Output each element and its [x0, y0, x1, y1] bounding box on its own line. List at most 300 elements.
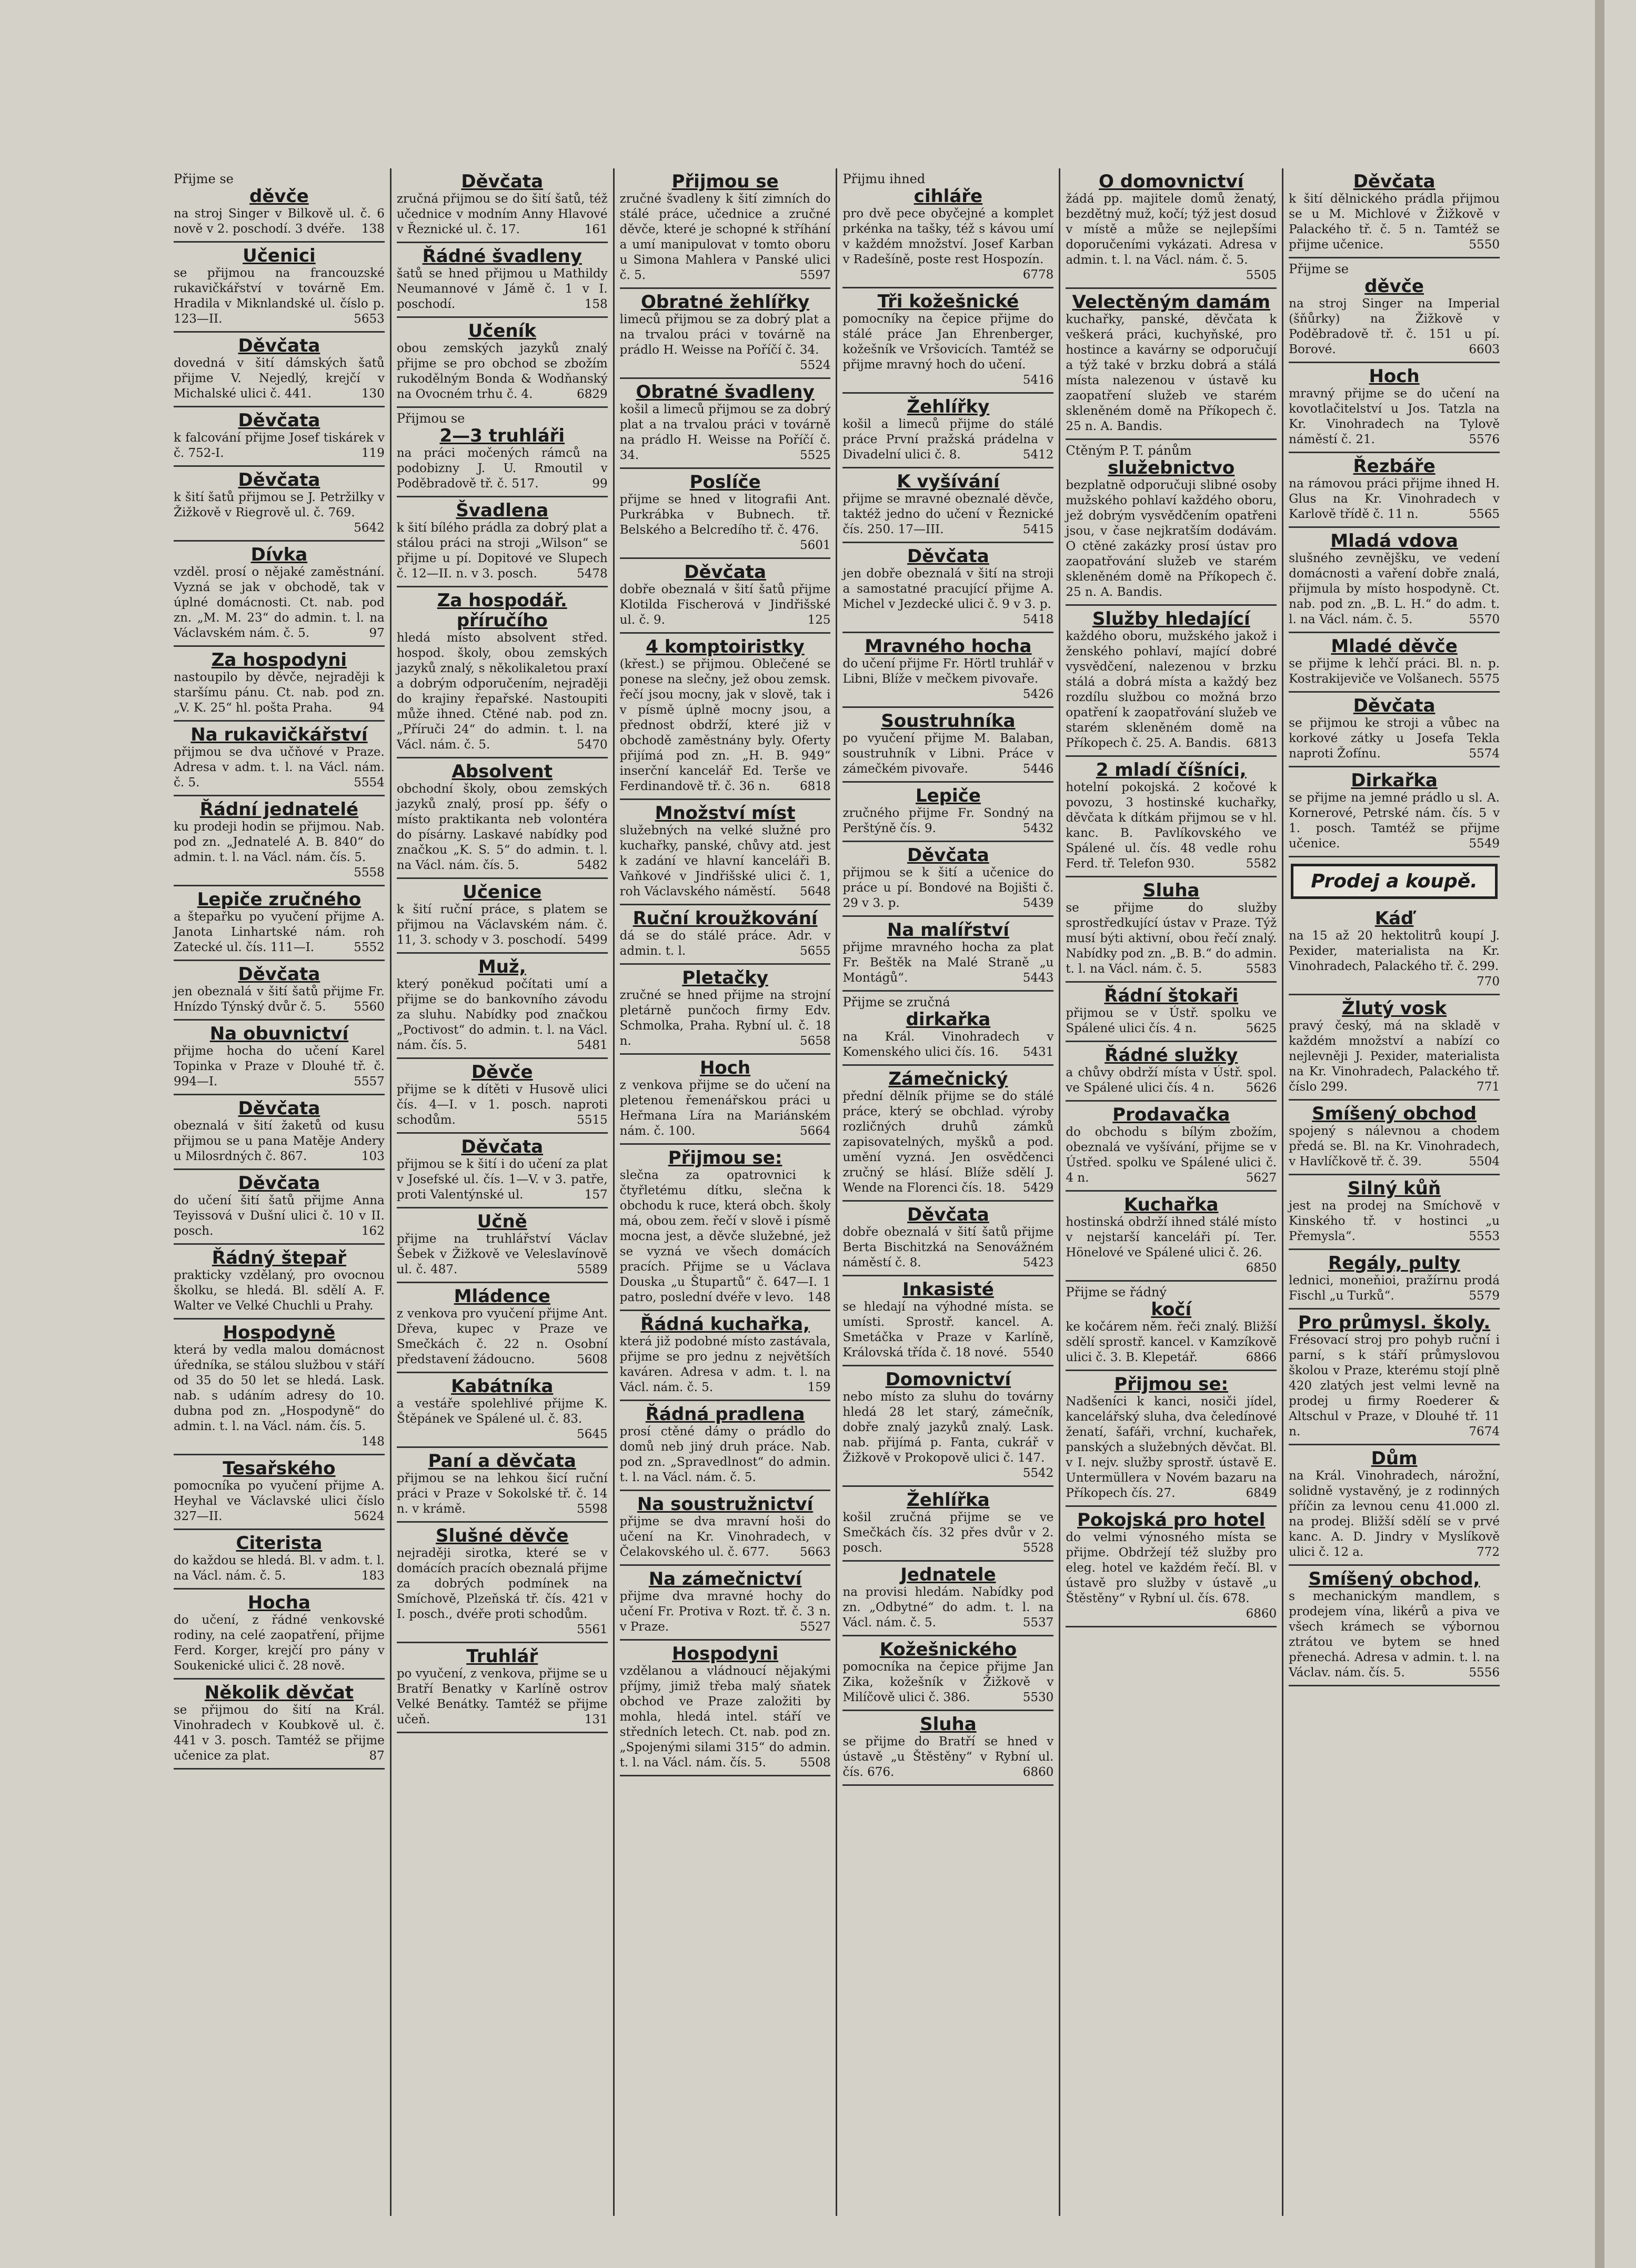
ad-heading: Přijmou se: [668, 1147, 782, 1168]
ad-heading: Pokojská pro hotel [1077, 1510, 1266, 1531]
ad-text: dobře obeznalá v šití šatů přijme Berta Bischitzká na Senovážném náměstí č. 8. [842, 1225, 1054, 1270]
ad-number: 161 [584, 223, 608, 236]
ad-body [397, 1232, 608, 1277]
ad-number: 6813 [1246, 736, 1277, 750]
ad-text: nejraději sirotka, které se v domácích pracích obeznalá přijme za dobrých podmínek na Smíchově, Plzeňská tř. čís. 421 v I. posch., dvéře proti schodům. [396, 1546, 608, 1621]
ad-text: zručné švadleny k šití zimních do stálé práce, učednice a zručné děvče, které je schopné k stříhání a umí manipulovat v tomto oboru u Simona Mahlera v Panské ulici č. 5. [619, 192, 831, 282]
ad-body [1289, 1333, 1500, 1440]
classified-ad [1289, 1310, 1500, 1445]
ad-heading: Na rukavičkářství [190, 724, 368, 745]
classified-ad [842, 168, 1053, 288]
ad-number: 6866 [1246, 1351, 1277, 1364]
ad-text: přijme mravného hocha za plat Fr. Beštěk na Malé Straně „u Montágů“. [842, 941, 1054, 985]
ad-heading: Káď [1374, 908, 1414, 929]
ad-number: 5565 [1469, 507, 1500, 521]
ad-body [396, 1396, 608, 1441]
ad-body [620, 1424, 831, 1485]
ad-heading: Hoch [699, 1057, 751, 1078]
classified-ad [1289, 633, 1500, 693]
ad-number: 5423 [1022, 1256, 1054, 1270]
ad-body [397, 192, 608, 237]
ad-heading: Za hospodyni [211, 650, 347, 671]
classified-ad [397, 1134, 608, 1208]
ad-text: pro dvě pece obyčejné a komplet prkénka na tašky, též s kávou umí v každém množství. Josef Karban v Radešíně, poste rest Hospozín. [842, 207, 1054, 266]
ad-number: 5576 [1469, 433, 1500, 446]
ad-heading: Přijmou se [671, 171, 779, 192]
ad-body [1289, 192, 1500, 253]
ad-body [1289, 716, 1500, 762]
ad-text: dovedná v šití dámských šatů přijme V. Nejedlý, krejčí v Michalské ulici č. 441. [174, 356, 385, 401]
classified-ad [842, 543, 1053, 633]
ad-number: 87 [369, 1749, 385, 1763]
ad-heading: Služby hledající [1092, 608, 1250, 630]
ad-body [1066, 312, 1277, 434]
ad-heading: Děvčata [238, 469, 320, 491]
ad-heading: Pro průmysl. školy. [1298, 1312, 1491, 1333]
ad-heading: O domovnictví [1098, 171, 1244, 192]
ad-number: 5663 [799, 1545, 831, 1559]
ad-body [174, 820, 385, 880]
ad-text: hostinská obdrží ihned stálé místo v nejstarší kanceláři pí. Ter. Hönelové ve Spálené ulici č. 26. [1066, 1215, 1277, 1260]
ad-text: vzdělanou a vládnoucí nějakými příjmy, jimiž třeba malý sňatek obchod ve Praze založiti by mohla, hledá intel. stáří ve středních letech. Ct. nab. pod zn. „Spojenými silami 315“ do admin. t. l. na Václ. nám. čís. 5. [619, 1664, 831, 1770]
classified-ad [842, 1202, 1053, 1276]
section-banner: Prodej a koupě. [1291, 864, 1498, 899]
ad-number: 5525 [799, 448, 831, 462]
column-3 [613, 168, 836, 2216]
ad-number: 138 [361, 222, 385, 236]
ad-heading: 4 komptoiristky [646, 636, 805, 657]
ad-heading: Kožešnického [879, 1639, 1017, 1660]
ad-number: 5579 [1469, 1289, 1500, 1303]
classified-ad [1066, 168, 1277, 289]
ad-text: do velmi výnosného místa se přijme. Obdržejí též služby pro eleg. hotel ve každém řečí. Bl. v ústavě pro služby v ústavě „u Štěstěny“ v Rybní ul. čís. 678. [1066, 1531, 1277, 1605]
classified-ad [620, 965, 831, 1055]
ad-number: 130 [361, 387, 385, 401]
ad-text: služebných na velké služné pro kuchařky, panské, chůvy atd. jest k zadání ve hlavní kanceláři B. Vaňkové v Jindřišské ulici č. 1, roh Václavského náměstí. [619, 824, 831, 898]
ad-heading: děvče [249, 186, 309, 207]
ad-body [620, 1078, 831, 1139]
ad-body [1066, 1006, 1277, 1036]
ad-heading: Dívka [250, 544, 308, 565]
classified-ad [1066, 1042, 1277, 1102]
ad-heading: Kabátníka [451, 1376, 554, 1397]
ad-text: přijme na truhlářství Václav Šebek v Žižkově ve Veleslavínově ul. č. 487. [396, 1232, 608, 1276]
ad-body [620, 1168, 831, 1305]
classified-ad [1289, 258, 1500, 363]
classified-ad [1289, 1250, 1500, 1310]
classified-ad [842, 1066, 1053, 1202]
ad-number: 5426 [1022, 687, 1054, 701]
classified-ad [174, 1095, 385, 1170]
ad-body [620, 1514, 831, 1560]
ad-text: zručného přijme Fr. Sondný na Perštýně čís. 9. [842, 806, 1054, 835]
ad-text: se přijme na jemné prádlo u sl. A. Kornerové, Petrské nám. čís. 5 v 1. posch. Tamtéž se přijme učenice. [1289, 791, 1500, 851]
ad-body [620, 582, 831, 628]
ad-body [842, 312, 1054, 387]
ad-text: přijme se dva mravní hoši do učení na Kr. Vinohradech, v Čelakovského ul. č. 677. [619, 1515, 831, 1559]
ad-heading: 2—3 truhláři [439, 425, 565, 446]
ad-text: z venkova přijme se do učení na pletenou řemenářskou práci u Heřmana Líra na Mariánském nám. č. 100. [619, 1078, 831, 1138]
ad-body [620, 823, 831, 900]
ad-number: 5537 [1022, 1616, 1054, 1630]
ad-number: 5655 [799, 944, 831, 958]
ad-prefix: Přijme se zručná [842, 995, 950, 1010]
ad-text: do učení šití šatů přijme Anna Teyissová v Dušní ulici č. 10 v II. posch. [174, 1194, 385, 1238]
ad-heading: Za hospodář. příručího [437, 590, 567, 631]
classified-ad [397, 1523, 608, 1643]
ad-heading: děvče [1364, 276, 1424, 297]
ad-number: 6818 [799, 780, 831, 793]
classified-ad [842, 288, 1053, 394]
ad-text: do učení, z řádné venkovské rodiny, na celé zaopatření, přijme Ferd. Korger, krejčí pro pány v Soukenické ulici č. 28 nově. [174, 1613, 385, 1673]
classified-ad [1066, 1507, 1277, 1627]
classified-ad [842, 1711, 1053, 1786]
classified-ad [174, 1590, 385, 1680]
ad-body [842, 417, 1053, 463]
ad-body [1066, 1125, 1277, 1186]
ad-body [1066, 901, 1277, 977]
ad-body [174, 431, 385, 461]
ad-body [620, 1589, 831, 1635]
ad-number: 5658 [799, 1034, 831, 1048]
ad-heading: Dům [1371, 1448, 1418, 1469]
ad-prefix: Přijmou se [396, 411, 465, 426]
classified-ad [174, 961, 385, 1021]
ad-heading: Švadlena [456, 500, 549, 521]
ad-heading: Slušné děvče [436, 1525, 569, 1546]
ad-number: 6603 [1469, 343, 1500, 356]
ad-text: bezplatně odporučuji slibné osoby mužského pohlaví každého oboru, jež dobrým vysvědčením opatřeni jsou, v čase nejkratším dodávám. O ctěné zakázky prosí ústav pro zaopatřování služeb ve starém skleněném domě na Příkopech č. 25 n. A. Bandis. [1066, 478, 1277, 599]
ad-body [1066, 1215, 1277, 1275]
ad-body [620, 1334, 831, 1395]
ad-number: 6778 [1022, 268, 1054, 282]
classified-ad [397, 587, 608, 758]
ad-body [1289, 1468, 1500, 1560]
ad-body [1289, 1018, 1500, 1095]
ad-body [619, 492, 831, 552]
ad-number: 5540 [1022, 1346, 1054, 1360]
ad-number: 5528 [1022, 1541, 1054, 1555]
ad-body [397, 977, 608, 1053]
ad-number: 94 [369, 701, 385, 715]
classified-ad [620, 905, 831, 965]
classified-ad [842, 1636, 1053, 1711]
classified-ad [1066, 757, 1277, 877]
ad-heading: Inkasisté [902, 1279, 994, 1300]
ad-text: obchodní školy, obou zemských jazyků znalý, prosí pp. šéfy o místo praktikanta neb volontéra do písárny. Laskavé nabídky pod značkou „K. S. 5“ do admin. t. l. na Václ. nám. čís. 5. [396, 782, 608, 872]
ad-number: 5499 [577, 933, 608, 947]
ad-heading: Učně [477, 1211, 527, 1232]
ad-body [397, 1157, 608, 1203]
ad-body [842, 1089, 1053, 1196]
classified-ad [1066, 1102, 1277, 1192]
ad-number: 771 [1477, 1080, 1500, 1094]
classified-ad [842, 468, 1053, 543]
ad-body [174, 1343, 385, 1448]
column-5 [1059, 168, 1282, 2216]
ad-heading: Obratné žehlířky [640, 292, 810, 313]
ad-number: 5524 [799, 358, 831, 372]
classified-ad [174, 1021, 385, 1095]
classified-ad [397, 408, 608, 497]
ad-text: zručné se hned přijme na strojní pletárně punčoch firmy Edv. Schmolka, Praha. Rybní ul. č. 18 n. [619, 988, 831, 1048]
ad-heading: Děvče [471, 1062, 533, 1083]
ad-text: vzděl. prosí o nějaké zaměstnání. Vyzná se jak v obchodě, tak v úplné domácnosti. Ct. nab. pod zn. „M. M. 23“ do admin. t. l. na Václavském nám. č. 5. [174, 565, 385, 640]
classified-ad [842, 1276, 1053, 1366]
ad-number: 148 [361, 1435, 385, 1448]
scan-edge [1595, 0, 1604, 2268]
ad-text: zručná přijmou se do šití šatů, též učednice v modním Anny Hlavové v Řeznické ul. č. 17. [396, 192, 608, 236]
ad-heading: Kuchařka [1123, 1194, 1219, 1215]
ad-text: ku prodeji hodin se přijmou. Nab. pod zn. „Jednatelé A. B. 840“ do admin. t. l. na Václ. nám. čís. 5. [174, 820, 385, 864]
ad-heading: Děvčata [238, 335, 320, 356]
ad-text: slečna za opatrovnici k čtyřletému dítku, slečna k obchodu k ruce, která obch. školy má, obou zem. řečí v slově i písmě mocna jest, a děvče služebné, jež se vyzná ve všech domácích pracích. Přijme se u Václava Douska „u Štupartů“ č. 647—I. 1 patro, poslední dvéře v levo. [619, 1168, 831, 1304]
ad-text: na rámovou práci přijme ihned H. Glus na Kr. Vinohradech v Karlově třídě č. 11 n. [1289, 477, 1500, 521]
classified-ad [397, 1643, 608, 1733]
ad-number: 5601 [799, 538, 831, 552]
ad-text: prosí ctěné dámy o prádlo do domů neb jiný druh práce. Nab. pod zn. „Spravedlnost“ do admin. t. l. na Václ. nám. č. 5. [619, 1425, 831, 1484]
ad-body [842, 806, 1053, 836]
ad-number: 5554 [354, 776, 385, 790]
ad-body [1289, 296, 1500, 357]
ad-text: (křest.) se přijmou. Oblečené se ponese na slečny, jež obou zemsk. řečí jsou mocny, jak v slově, tak i v písmě úplně mocny jsou, a přednost obdrží, které již v obchodě zaměstnány byly. Oferty přijímá pod zn. „H. B. 949“ inserční kancelář Ed. Terše ve Ferdinandově tř. č. 36 n. [619, 657, 831, 793]
ad-number: 5443 [1022, 971, 1054, 985]
ad-number: 5574 [1469, 747, 1500, 761]
ad-heading: Truhlář [466, 1646, 538, 1667]
ad-heading: Žlutý vosk [1341, 998, 1447, 1019]
ad-body [620, 988, 831, 1049]
ad-body [1066, 1320, 1277, 1365]
ad-text: a vestáře spolehlivé přijme K. Štěpánek ve Spálené ul. č. 83. [396, 1397, 608, 1426]
ad-body [174, 1044, 385, 1090]
ad-number: 125 [807, 613, 831, 627]
classified-ad [174, 886, 385, 961]
ad-body [1066, 192, 1277, 282]
ad-heading: Ruční kroužkování [633, 908, 818, 929]
ad-number: 5527 [799, 1620, 831, 1634]
ad-number: 5625 [1246, 1022, 1277, 1035]
ad-heading: Děvčata [907, 1204, 989, 1225]
ad-body [842, 1510, 1053, 1556]
ad-prefix: Přijme se [174, 172, 234, 186]
ad-number: 5589 [577, 1263, 608, 1276]
ad-number: 5608 [577, 1353, 608, 1366]
ad-heading: Děvčata [238, 1173, 320, 1194]
ad-heading: Mladé děvče [1331, 636, 1458, 657]
ad-number: 5597 [799, 268, 831, 282]
ad-body [174, 206, 385, 237]
ad-number: 5481 [577, 1038, 608, 1052]
ad-text: přijmou se na lehkou šicí ruční práci v Praze v Sokolské tř. č. 14 n. v krámě. [396, 1472, 608, 1516]
ad-body [174, 1118, 385, 1164]
classified-ad [620, 800, 831, 905]
ad-number: 5558 [354, 866, 385, 880]
ad-text: pomocníka na čepice přijme Jan Zika, kožešník v Žižkově v Milíčově ulici č. 386. [842, 1660, 1054, 1704]
ad-body [397, 1082, 608, 1128]
classified-ad [620, 1055, 831, 1145]
ad-text: nastoupilo by děvče, nejraději k staršímu pánu. Ct. nab. pod zn. „V. K. 25“ hl. pošta Praha. [174, 671, 385, 715]
ad-heading: Děvčata [461, 1136, 544, 1157]
ad-text: jen obeznalá v šití šatů přijme Fr. Hnízdo Týnský dvůr č. 5. [174, 985, 385, 1014]
classified-ad [174, 1170, 385, 1245]
ad-number: 119 [361, 446, 385, 460]
ad-text: se přijmou do šití na Král. Vinohradech v Koubkově ul. č. 441 v 3. posch. Tamtéž se přijme učenice za plat. [174, 1703, 385, 1763]
ad-body [842, 940, 1053, 986]
classified-ad [397, 168, 608, 243]
ad-number: 5570 [1469, 613, 1500, 626]
ad-number: 5626 [1246, 1081, 1277, 1095]
ad-text: se přijme do Bratří se hned v ústavě „u Štěstěny“ v Rybní ul. čís. 676. [842, 1735, 1054, 1779]
ad-heading: Regály, pulty [1328, 1253, 1461, 1274]
ad-number: 6849 [1246, 1486, 1277, 1500]
classified-ad [620, 634, 831, 800]
ad-heading: Děvčata [461, 171, 544, 192]
ad-body [397, 266, 608, 312]
ad-text: pomocníky na čepice přijme do stálé práce Jan Ehrenberger, kožešník ve Vršovicích. Tamtéž se přijme mravný hoch do učení. [842, 312, 1054, 372]
ad-text: košil a limeců přijme do stálé práce První pražská prádelna v Divadelní ulici č. 8. [842, 417, 1054, 462]
ad-body [174, 1193, 385, 1239]
classified-ad [397, 954, 608, 1059]
classified-ad [620, 379, 831, 469]
ad-prefix: Přijme se řádný [1066, 1285, 1167, 1300]
ad-number: 5648 [799, 885, 831, 898]
ad-heading: Citerista [236, 1533, 323, 1554]
ad-body [842, 492, 1053, 537]
classified-ad [1289, 995, 1500, 1101]
ad-heading: Hoch [1369, 366, 1420, 387]
ad-heading: Mladá vdova [1330, 531, 1458, 552]
ad-text: přijmou se v Ústř. spolku ve Spálené ulici čís. 4 n. [1066, 1006, 1277, 1035]
classified-ad [174, 333, 385, 407]
ad-body [1289, 476, 1500, 522]
ad-body [174, 1553, 385, 1584]
ad-number: 5446 [1022, 762, 1054, 776]
ad-heading: Řezbáře [1353, 456, 1436, 477]
ad-number: 7674 [1469, 1425, 1500, 1438]
ad-body [1066, 629, 1277, 751]
classified-ad [397, 1208, 608, 1283]
ad-heading: Řádní jednatelé [199, 799, 359, 820]
classified-ad [1066, 1282, 1277, 1371]
ad-text: se přijme do služby sprostředkující ústav v Praze. Týž musí býti aktivní, obou řečí znalý. Nabídky pod zn. „B. B.“ do admin. t. l. na Václ. nám. č. 5. [1066, 901, 1277, 976]
ad-heading: služebnictvo [1108, 457, 1235, 478]
ad-heading: Řádné služky [1105, 1045, 1238, 1066]
ad-heading: Muž, [478, 956, 526, 977]
ad-number: 97 [369, 626, 385, 640]
ad-text: ke kočárem něm. řeči znalý. Bližší sdělí sprostř. kancel. v Kamzíkově ulici č. 3. B. Klepetář. [1066, 1320, 1277, 1364]
ad-number: 103 [361, 1150, 385, 1163]
ad-text: která by vedla malou domácnost úředníka, se stálou službou v stáří od 35 do 50 let se hledá. Lask. nab. s udáním adresy do 10. dubna pod zn. „Hospodyně“ do admin. t. l. na Václ. nám. čís. 5. [174, 1343, 385, 1433]
ad-prefix: Ctěným P. T. pánům [1066, 443, 1192, 458]
ad-heading: Silný kůň [1348, 1178, 1441, 1199]
ad-heading: Sluha [920, 1714, 977, 1735]
ad-heading: Mládence [454, 1286, 550, 1307]
ad-body [397, 341, 608, 402]
ad-number: 772 [1477, 1545, 1500, 1559]
classified-ad [1066, 983, 1277, 1042]
ad-body [620, 657, 831, 794]
ad-heading: Děvčata [238, 1098, 320, 1119]
classified-ad [174, 1455, 385, 1530]
ad-number: 5432 [1022, 822, 1054, 835]
ad-body [1066, 1530, 1277, 1621]
ad-body [174, 1478, 385, 1524]
ad-body [1289, 1589, 1500, 1681]
ad-heading: Učenici [243, 245, 316, 266]
classified-ad [620, 168, 831, 289]
classified-ad [1066, 440, 1277, 606]
ad-text: košil a limeců přijmou se za dobrý plat a na trvalou práci v továrně na prádlo H. Weisse na Poříčí č. 34. [619, 403, 831, 462]
ad-heading: dirkařka [906, 1009, 991, 1030]
ad-heading: Soustruhníka [881, 711, 1016, 732]
ad-text: mravný přijme se do učení na kovotlačitelství u Jos. Tatzla na Kr. Vinohradech na Tylově náměstí č. 21. [1289, 387, 1500, 446]
ad-body [174, 745, 385, 791]
ad-number: 157 [584, 1188, 608, 1202]
ad-number: 5560 [354, 1000, 385, 1014]
ad-text: a štepařku po vyučení přijme A. Janota Linhartské nám. roh Zatecké ul. čís. 111—I. [174, 910, 385, 954]
ad-number: 5627 [1246, 1171, 1277, 1185]
ad-heading: Děvčata [907, 845, 989, 866]
ad-body [842, 1734, 1053, 1780]
classified-ad [842, 842, 1053, 917]
classified-ad [842, 394, 1053, 468]
ad-body [174, 266, 385, 327]
ad-heading: Děvčata [238, 410, 320, 431]
ad-number: 5582 [1246, 857, 1277, 871]
ad-text: limeců přijmou se za dobrý plat a na trvalou práci v továrně na prádlo H. Weisse na Poříčí č. 34. [619, 313, 831, 357]
classified-ad [174, 1530, 385, 1590]
classified-ad [397, 1059, 608, 1134]
ad-number: 5431 [1022, 1045, 1054, 1059]
classified-ad [397, 758, 608, 879]
ad-text: na Král. Vinohradech, nárožní, solidně vystavěný, je z rodinných příčin za levnou cenu 41.000 zl. na prodej. Bližší sdělí se v prvé kanc. A. D. Jindry v Myslíkově ulici č. 12 a. [1289, 1469, 1500, 1559]
ad-text: s mechanickým mandlem, s prodejem vína, likérů a piva ve všech krámech se výbornou ztrátou ve bytem se hned přenechá. Adresa v admin. t. l. na Václav. nám. čís. 5. [1289, 1590, 1500, 1680]
ad-number: 5645 [577, 1427, 608, 1441]
classified-ad [620, 1311, 831, 1401]
ad-number: 5624 [354, 1510, 385, 1523]
ad-body [842, 1390, 1054, 1480]
ad-body [1289, 386, 1500, 447]
ad-heading: Na obuvnictví [209, 1023, 349, 1044]
ad-text: který poněkud počítati umí a přijme se do bankovního závodu za sluhu. Nabídky pod značkou „Poctivost“ do admin. t. l. na Václ. nám. čís. 5. [396, 977, 608, 1052]
ad-body [1289, 551, 1500, 627]
ad-heading: Přijmou se: [1114, 1374, 1229, 1395]
classified-ad [174, 243, 385, 333]
ad-body [174, 565, 385, 641]
ad-heading: Několik děvčat [204, 1682, 354, 1703]
classified-ad [397, 879, 608, 954]
ad-body [1066, 1394, 1277, 1501]
ad-heading: Na malířství [887, 920, 1009, 941]
ad-heading: Mravného hocha [865, 636, 1032, 657]
ad-body [174, 490, 385, 535]
ad-body [174, 1268, 385, 1314]
ad-text: jen dobře obeznalá v šití na stroji a samostatné pracující přijme A. Michel v Jezdecké ulici č. 9 v 3. p. [842, 567, 1054, 611]
ad-text: na provisi hledám. Nabídky pod zn. „Odbytné“ do adm. t. l. na Václ. nám. č. 5. [842, 1585, 1054, 1630]
ad-body [174, 984, 385, 1015]
ad-number: 5416 [1022, 373, 1054, 387]
ad-number: 158 [584, 297, 608, 311]
classified-ad [620, 1566, 831, 1641]
ad-body [620, 928, 831, 959]
ad-heading: Dirkařka [1351, 770, 1438, 791]
classified-ad [174, 1320, 385, 1455]
ad-text: přijme hocha do učení Karel Topinka v Praze v Dlouhé tř. č. 994—I. [174, 1044, 385, 1088]
ad-number: 5515 [577, 1113, 608, 1127]
column-1 [168, 168, 390, 2216]
classified-ad [620, 1401, 831, 1491]
classified-ad [397, 1283, 608, 1373]
